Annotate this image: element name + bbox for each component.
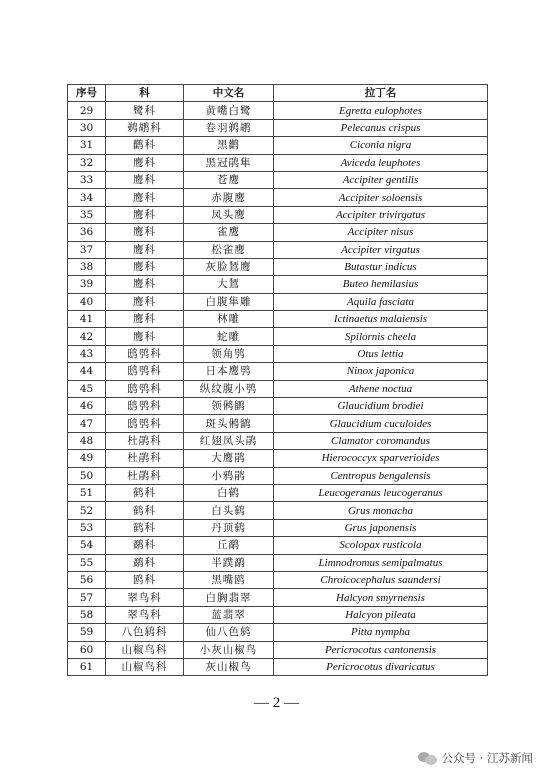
table-row <box>68 641 488 658</box>
cell-latin-name: Glaucidium cuculoides <box>274 415 488 432</box>
cell-family: 鹤科 <box>106 519 184 536</box>
cell-number: 37 <box>68 241 106 258</box>
cell-family: 鹰科 <box>106 206 184 223</box>
watermark <box>418 750 533 766</box>
cell-latin-name: Accipiter soloensis <box>274 189 488 206</box>
cell-chinese-name: 黑嘴鸥 <box>184 571 274 588</box>
cell-number: 51 <box>68 484 106 501</box>
table-row <box>68 258 488 275</box>
cell-family: 翠鸟科 <box>106 606 184 623</box>
cell-latin-name: Ictinaetus malaiensis <box>274 311 488 328</box>
cell-chinese-name: 小灰山椒鸟 <box>184 641 274 658</box>
cell-number: 35 <box>68 206 106 223</box>
cell-latin-name: Egretta eulophotes <box>274 102 488 119</box>
cell-number: 50 <box>68 467 106 484</box>
table-row <box>68 154 488 171</box>
cell-chinese-name: 凤头鹰 <box>184 206 274 223</box>
table-row <box>68 519 488 536</box>
cell-latin-name: Accipiter nisus <box>274 224 488 241</box>
cell-number: 55 <box>68 554 106 571</box>
cell-latin-name: Butastur indicus <box>274 258 488 275</box>
cell-chinese-name: 大鹰鹃 <box>184 450 274 467</box>
cell-chinese-name: 白头鹤 <box>184 502 274 519</box>
cell-family: 鸱鸮科 <box>106 363 184 380</box>
table-row <box>68 171 488 188</box>
cell-chinese-name: 黑冠鹃隼 <box>184 154 274 171</box>
cell-chinese-name: 丘鹬 <box>184 537 274 554</box>
cell-chinese-name: 丹顶鹤 <box>184 519 274 536</box>
table-header-row <box>68 85 488 102</box>
table-row <box>68 467 488 484</box>
table-row <box>68 206 488 223</box>
cell-latin-name: Accipiter gentilis <box>274 171 488 188</box>
cell-latin-name: Hierococcyx sparverioides <box>274 450 488 467</box>
cell-number: 32 <box>68 154 106 171</box>
table-row <box>68 276 488 293</box>
cell-number: 48 <box>68 432 106 449</box>
cell-latin-name: Accipiter virgatus <box>274 241 488 258</box>
cell-chinese-name: 大鵟 <box>184 276 274 293</box>
cell-chinese-name: 雀鹰 <box>184 224 274 241</box>
cell-chinese-name: 红翅凤头鹃 <box>184 432 274 449</box>
table-row <box>68 624 488 641</box>
table-row <box>68 589 488 606</box>
cell-family: 八色鸫科 <box>106 624 184 641</box>
table-row <box>68 380 488 397</box>
cell-number: 42 <box>68 328 106 345</box>
table-row <box>68 119 488 136</box>
cell-chinese-name: 赤腹鹰 <box>184 189 274 206</box>
cell-number: 56 <box>68 571 106 588</box>
cell-family: 鸱鸮科 <box>106 398 184 415</box>
cell-family: 鹰科 <box>106 189 184 206</box>
cell-chinese-name: 白胸翡翠 <box>184 589 274 606</box>
cell-number: 45 <box>68 380 106 397</box>
table-row <box>68 241 488 258</box>
cell-family: 鹰科 <box>106 293 184 310</box>
cell-family: 鹰科 <box>106 154 184 171</box>
page-number: — 2 — <box>254 695 299 711</box>
cell-latin-name: Buteo hemilasius <box>274 276 488 293</box>
cell-chinese-name: 斑头鸺鹠 <box>184 415 274 432</box>
cell-family: 鹰科 <box>106 328 184 345</box>
table-row <box>68 432 488 449</box>
cell-latin-name: Spilornis cheela <box>274 328 488 345</box>
table-row <box>68 398 488 415</box>
cell-chinese-name: 黄嘴白鹭 <box>184 102 274 119</box>
table-row <box>68 189 488 206</box>
cell-number: 61 <box>68 658 106 675</box>
cell-number: 46 <box>68 398 106 415</box>
cell-chinese-name: 纵纹腹小鸮 <box>184 380 274 397</box>
cell-family: 鹤科 <box>106 502 184 519</box>
cell-latin-name: Ciconia nigra <box>274 137 488 154</box>
cell-number: 43 <box>68 345 106 362</box>
cell-chinese-name: 黑鹳 <box>184 137 274 154</box>
cell-latin-name: Pericrocotus divaricatus <box>274 658 488 675</box>
cell-family: 鹰科 <box>106 258 184 275</box>
cell-chinese-name: 蓝翡翠 <box>184 606 274 623</box>
cell-latin-name: Grus japonensis <box>274 519 488 536</box>
header-number: 序号 <box>68 85 106 102</box>
cell-chinese-name: 半蹼鹬 <box>184 554 274 571</box>
cell-chinese-name: 灰脸鵟鹰 <box>184 258 274 275</box>
cell-family: 鹬科 <box>106 554 184 571</box>
cell-chinese-name: 仙八色鸫 <box>184 624 274 641</box>
cell-number: 60 <box>68 641 106 658</box>
table-row <box>68 328 488 345</box>
cell-number: 34 <box>68 189 106 206</box>
cell-latin-name: Otus lettia <box>274 345 488 362</box>
cell-latin-name: Scolopax rusticola <box>274 537 488 554</box>
cell-number: 47 <box>68 415 106 432</box>
header-latin-name: 拉丁名 <box>274 85 488 102</box>
table-row <box>68 293 488 310</box>
cell-family: 鹰科 <box>106 276 184 293</box>
cell-latin-name: Leucogeranus leucogeranus <box>274 484 488 501</box>
cell-chinese-name: 苍鹰 <box>184 171 274 188</box>
cell-number: 58 <box>68 606 106 623</box>
cell-family: 鹬科 <box>106 537 184 554</box>
cell-chinese-name: 白鹤 <box>184 484 274 501</box>
table-row <box>68 224 488 241</box>
cell-family: 鹰科 <box>106 224 184 241</box>
cell-number: 41 <box>68 311 106 328</box>
table-row <box>68 137 488 154</box>
cell-number: 57 <box>68 589 106 606</box>
cell-latin-name: Glaucidium brodiei <box>274 398 488 415</box>
cell-chinese-name: 领角鸮 <box>184 345 274 362</box>
cell-latin-name: Pitta nympha <box>274 624 488 641</box>
cell-chinese-name: 卷羽鹈鹕 <box>184 119 274 136</box>
cell-family: 山椒鸟科 <box>106 641 184 658</box>
cell-latin-name: Chroicocephalus saundersi <box>274 571 488 588</box>
cell-latin-name: Clamator coromandus <box>274 432 488 449</box>
cell-family: 山椒鸟科 <box>106 658 184 675</box>
cell-family: 杜鹃科 <box>106 450 184 467</box>
cell-number: 40 <box>68 293 106 310</box>
species-table <box>67 84 488 676</box>
table-row <box>68 571 488 588</box>
cell-number: 53 <box>68 519 106 536</box>
wechat-icon <box>418 751 438 765</box>
header-chinese-name: 中文名 <box>184 85 274 102</box>
cell-family: 鸥科 <box>106 571 184 588</box>
cell-chinese-name: 日本鹰鸮 <box>184 363 274 380</box>
cell-latin-name: Aviceda leuphotes <box>274 154 488 171</box>
cell-latin-name: Aquila fasciata <box>274 293 488 310</box>
cell-family: 鹰科 <box>106 311 184 328</box>
cell-number: 59 <box>68 624 106 641</box>
cell-latin-name: Halcyon pileata <box>274 606 488 623</box>
cell-family: 鹳科 <box>106 137 184 154</box>
cell-number: 49 <box>68 450 106 467</box>
cell-latin-name: Pericrocotus cantonensis <box>274 641 488 658</box>
cell-number: 33 <box>68 171 106 188</box>
cell-number: 31 <box>68 137 106 154</box>
table-row <box>68 102 488 119</box>
cell-chinese-name: 灰山椒鸟 <box>184 658 274 675</box>
cell-chinese-name: 松雀鹰 <box>184 241 274 258</box>
cell-latin-name: Accipiter trivirgatus <box>274 206 488 223</box>
cell-number: 52 <box>68 502 106 519</box>
cell-chinese-name: 林雕 <box>184 311 274 328</box>
cell-family: 鸱鸮科 <box>106 415 184 432</box>
cell-family: 杜鹃科 <box>106 467 184 484</box>
header-family: 科 <box>106 85 184 102</box>
cell-family: 翠鸟科 <box>106 589 184 606</box>
table-row <box>68 484 488 501</box>
cell-number: 36 <box>68 224 106 241</box>
cell-latin-name: Pelecanus crispus <box>274 119 488 136</box>
cell-number: 54 <box>68 537 106 554</box>
cell-chinese-name: 白腹隼雕 <box>184 293 274 310</box>
cell-family: 鸱鸮科 <box>106 345 184 362</box>
table-row <box>68 606 488 623</box>
cell-family: 鹤科 <box>106 484 184 501</box>
cell-chinese-name: 小鸦鹃 <box>184 467 274 484</box>
cell-chinese-name: 领鸺鹠 <box>184 398 274 415</box>
table-row <box>68 311 488 328</box>
cell-latin-name: Athene noctua <box>274 380 488 397</box>
cell-number: 29 <box>68 102 106 119</box>
watermark-text: 公众号 · 江苏新闻 <box>441 751 533 765</box>
cell-latin-name: Limnodromus semipalmatus <box>274 554 488 571</box>
cell-number: 39 <box>68 276 106 293</box>
table-row <box>68 537 488 554</box>
table-row <box>68 502 488 519</box>
table-row <box>68 363 488 380</box>
cell-family: 鹭科 <box>106 102 184 119</box>
table-row <box>68 415 488 432</box>
cell-number: 30 <box>68 119 106 136</box>
cell-number: 44 <box>68 363 106 380</box>
cell-family: 鹰科 <box>106 171 184 188</box>
cell-latin-name: Ninox japonica <box>274 363 488 380</box>
table-row <box>68 345 488 362</box>
cell-latin-name: Halcyon smyrnensis <box>274 589 488 606</box>
cell-family: 鹈鹕科 <box>106 119 184 136</box>
table-row <box>68 554 488 571</box>
cell-family: 鹰科 <box>106 241 184 258</box>
table-row <box>68 658 488 675</box>
cell-number: 38 <box>68 258 106 275</box>
cell-family: 杜鹃科 <box>106 432 184 449</box>
table-row <box>68 450 488 467</box>
cell-latin-name: Centropus bengalensis <box>274 467 488 484</box>
cell-chinese-name: 蛇雕 <box>184 328 274 345</box>
cell-latin-name: Grus monacha <box>274 502 488 519</box>
cell-family: 鸱鸮科 <box>106 380 184 397</box>
